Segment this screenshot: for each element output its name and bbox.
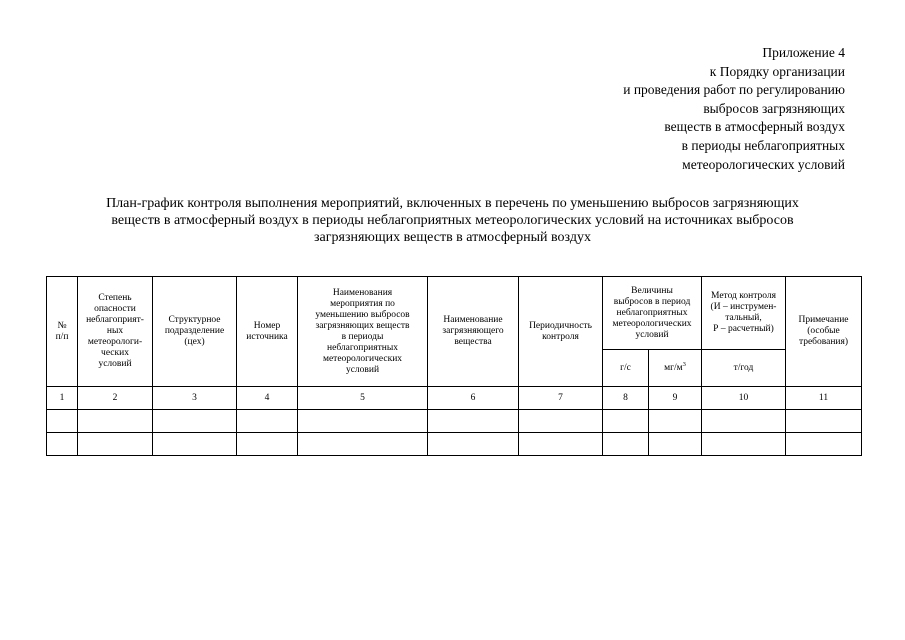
column-number: 7 (519, 387, 603, 410)
header-department: Структурное подразделение (цех) (153, 277, 237, 387)
table-cell (47, 433, 78, 456)
title-line: План-график контроля выполнения мероприятий, включенных в перечень по уменьшению выбросов загрязняющих (106, 196, 799, 211)
table-cell (786, 433, 862, 456)
table-cell (237, 433, 298, 456)
table-cell (78, 433, 153, 456)
appendix-line: выбросов загрязняющих (703, 100, 845, 116)
subheader-g-s: г/с (603, 350, 649, 387)
header-hazard-degree: Степень опасности неблагоприят- ных метеорологи- ческих условий (78, 277, 153, 387)
column-number: 4 (237, 387, 298, 410)
table-cell (519, 410, 603, 433)
table-cell (47, 410, 78, 433)
subheader-t-year: т/год (702, 350, 786, 387)
column-number-row (47, 387, 862, 410)
subheader-mg-m3: $мг/м^3$ (649, 350, 702, 387)
table-cell (603, 433, 649, 456)
table-cell (153, 410, 237, 433)
header-source-number: Номер источника (237, 277, 298, 387)
table-cell (649, 433, 702, 456)
column-number: 1 (47, 387, 78, 410)
table-cell (428, 410, 519, 433)
table-cell (702, 433, 786, 456)
table-row (47, 433, 862, 456)
table-cell (78, 410, 153, 433)
column-number: 8 (603, 387, 649, 410)
header-control-method: Метод контроля (И – инструмен- тальный, Р – расчетный) (702, 277, 786, 350)
table-cell (428, 433, 519, 456)
header-pollutant-name: Наименование загрязняющего вещества (428, 277, 519, 387)
header-measure-name: Наименования мероприятия по уменьшению выбросов загрязняющих веществ в периоды неблагоприятных метеорологических условий (298, 277, 428, 387)
column-number: 6 (428, 387, 519, 410)
appendix-line: Приложение 4 (762, 45, 845, 60)
table-cell (649, 410, 702, 433)
column-number: 3 (153, 387, 237, 410)
table-cell (786, 410, 862, 433)
table-cell (298, 433, 428, 456)
header-row (47, 277, 862, 350)
header-notes: Примечание (особые требования) (786, 277, 862, 387)
header-periodicity: Периодичность контроля (519, 277, 603, 387)
document-title (45, 195, 860, 246)
appendix-header (623, 44, 845, 174)
table-cell (298, 410, 428, 433)
column-number: 10 (702, 387, 786, 410)
column-number: 9 (649, 387, 702, 410)
control-schedule-table (46, 276, 862, 456)
table-cell (153, 433, 237, 456)
table-cell (603, 410, 649, 433)
table-cell (519, 433, 603, 456)
column-number: 2 (78, 387, 153, 410)
title-line: загрязняющих веществ в атмосферный воздух (314, 230, 591, 245)
appendix-line: в периоды неблагоприятных (681, 137, 845, 153)
appendix-line: к Порядку организации (709, 63, 845, 79)
header-num: № п/п (47, 277, 78, 387)
appendix-line: метеорологических условий (682, 156, 845, 172)
table-cell (237, 410, 298, 433)
table-row (47, 410, 862, 433)
title-line: веществ в атмосферный воздух в периоды неблагоприятных метеорологических условий на источниках выбросов (111, 213, 794, 228)
column-number: 11 (786, 387, 862, 410)
header-emissions-group: Величины выбросов в период неблагоприятных метеорологических условий (603, 277, 702, 350)
appendix-line: и проведения работ по регулированию (623, 82, 845, 98)
column-number: 5 (298, 387, 428, 410)
table-cell (702, 410, 786, 433)
appendix-line: веществ в атмосферный воздух (664, 119, 845, 135)
